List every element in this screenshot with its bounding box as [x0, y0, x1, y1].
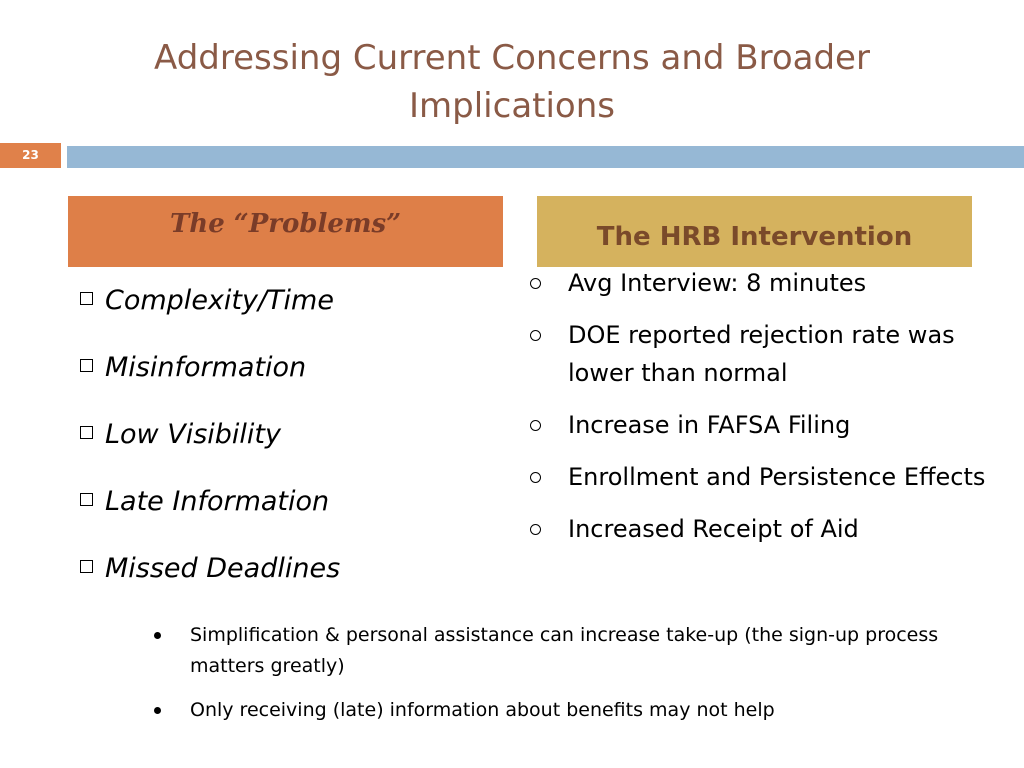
list-item — [80, 414, 340, 456]
list-item — [522, 510, 992, 548]
takeaway-text: Simplification & personal assistance can increase take-up (the sign-up process matters greatly) — [190, 624, 939, 677]
problem-item-label: Late Information — [105, 486, 330, 517]
intervention-item-label: Increased Receipt of Aid — [568, 515, 859, 543]
list-item — [522, 458, 992, 496]
list-item — [522, 316, 992, 392]
dot-bullet-icon — [154, 632, 161, 639]
intervention-item-label: Enrollment and Persistence Effects — [568, 463, 986, 491]
square-bullet-icon — [80, 426, 93, 439]
square-bullet-icon — [80, 560, 93, 573]
takeaways-list — [150, 620, 1000, 739]
list-item — [80, 548, 340, 590]
circle-bullet-icon — [530, 420, 541, 431]
intervention-item-label: DOE reported rejection rate was lower than normal — [568, 321, 955, 387]
list-item — [522, 406, 992, 444]
list-item — [80, 280, 340, 322]
circle-bullet-icon — [530, 472, 541, 483]
takeaway-text: Only receiving (late) information about benefits may not help — [190, 699, 775, 721]
problem-item-label: Misinformation — [105, 352, 307, 383]
dot-bullet-icon — [154, 707, 161, 714]
intervention-heading-box — [537, 196, 972, 267]
square-bullet-icon — [80, 292, 93, 305]
intervention-heading: The HRB Intervention — [596, 222, 913, 252]
circle-bullet-icon — [530, 330, 541, 341]
slide-number-tab — [0, 143, 61, 168]
slide-number: 23 — [22, 148, 39, 162]
problems-heading-box — [68, 196, 503, 267]
list-item — [150, 620, 1000, 682]
circle-bullet-icon — [530, 524, 541, 535]
circle-bullet-icon — [530, 278, 541, 289]
problem-item-label: Complexity/Time — [105, 285, 334, 316]
list-item — [150, 695, 1000, 726]
problem-item-label: Low Visibility — [105, 419, 281, 450]
intervention-list — [522, 264, 992, 562]
header-divider-bar — [67, 146, 1024, 168]
intervention-item-label: Increase in FAFSA Filing — [568, 411, 851, 439]
problems-list — [80, 280, 340, 615]
list-item — [80, 347, 340, 389]
slide-title: Addressing Current Concerns and Broader Implications — [154, 38, 870, 126]
square-bullet-icon — [80, 493, 93, 506]
square-bullet-icon — [80, 359, 93, 372]
list-item — [522, 264, 992, 302]
problem-item-label: Missed Deadlines — [105, 553, 341, 584]
intervention-item-label: Avg Interview: 8 minutes — [568, 269, 867, 297]
problems-heading: The “Problems” — [169, 209, 402, 239]
list-item — [80, 481, 340, 523]
